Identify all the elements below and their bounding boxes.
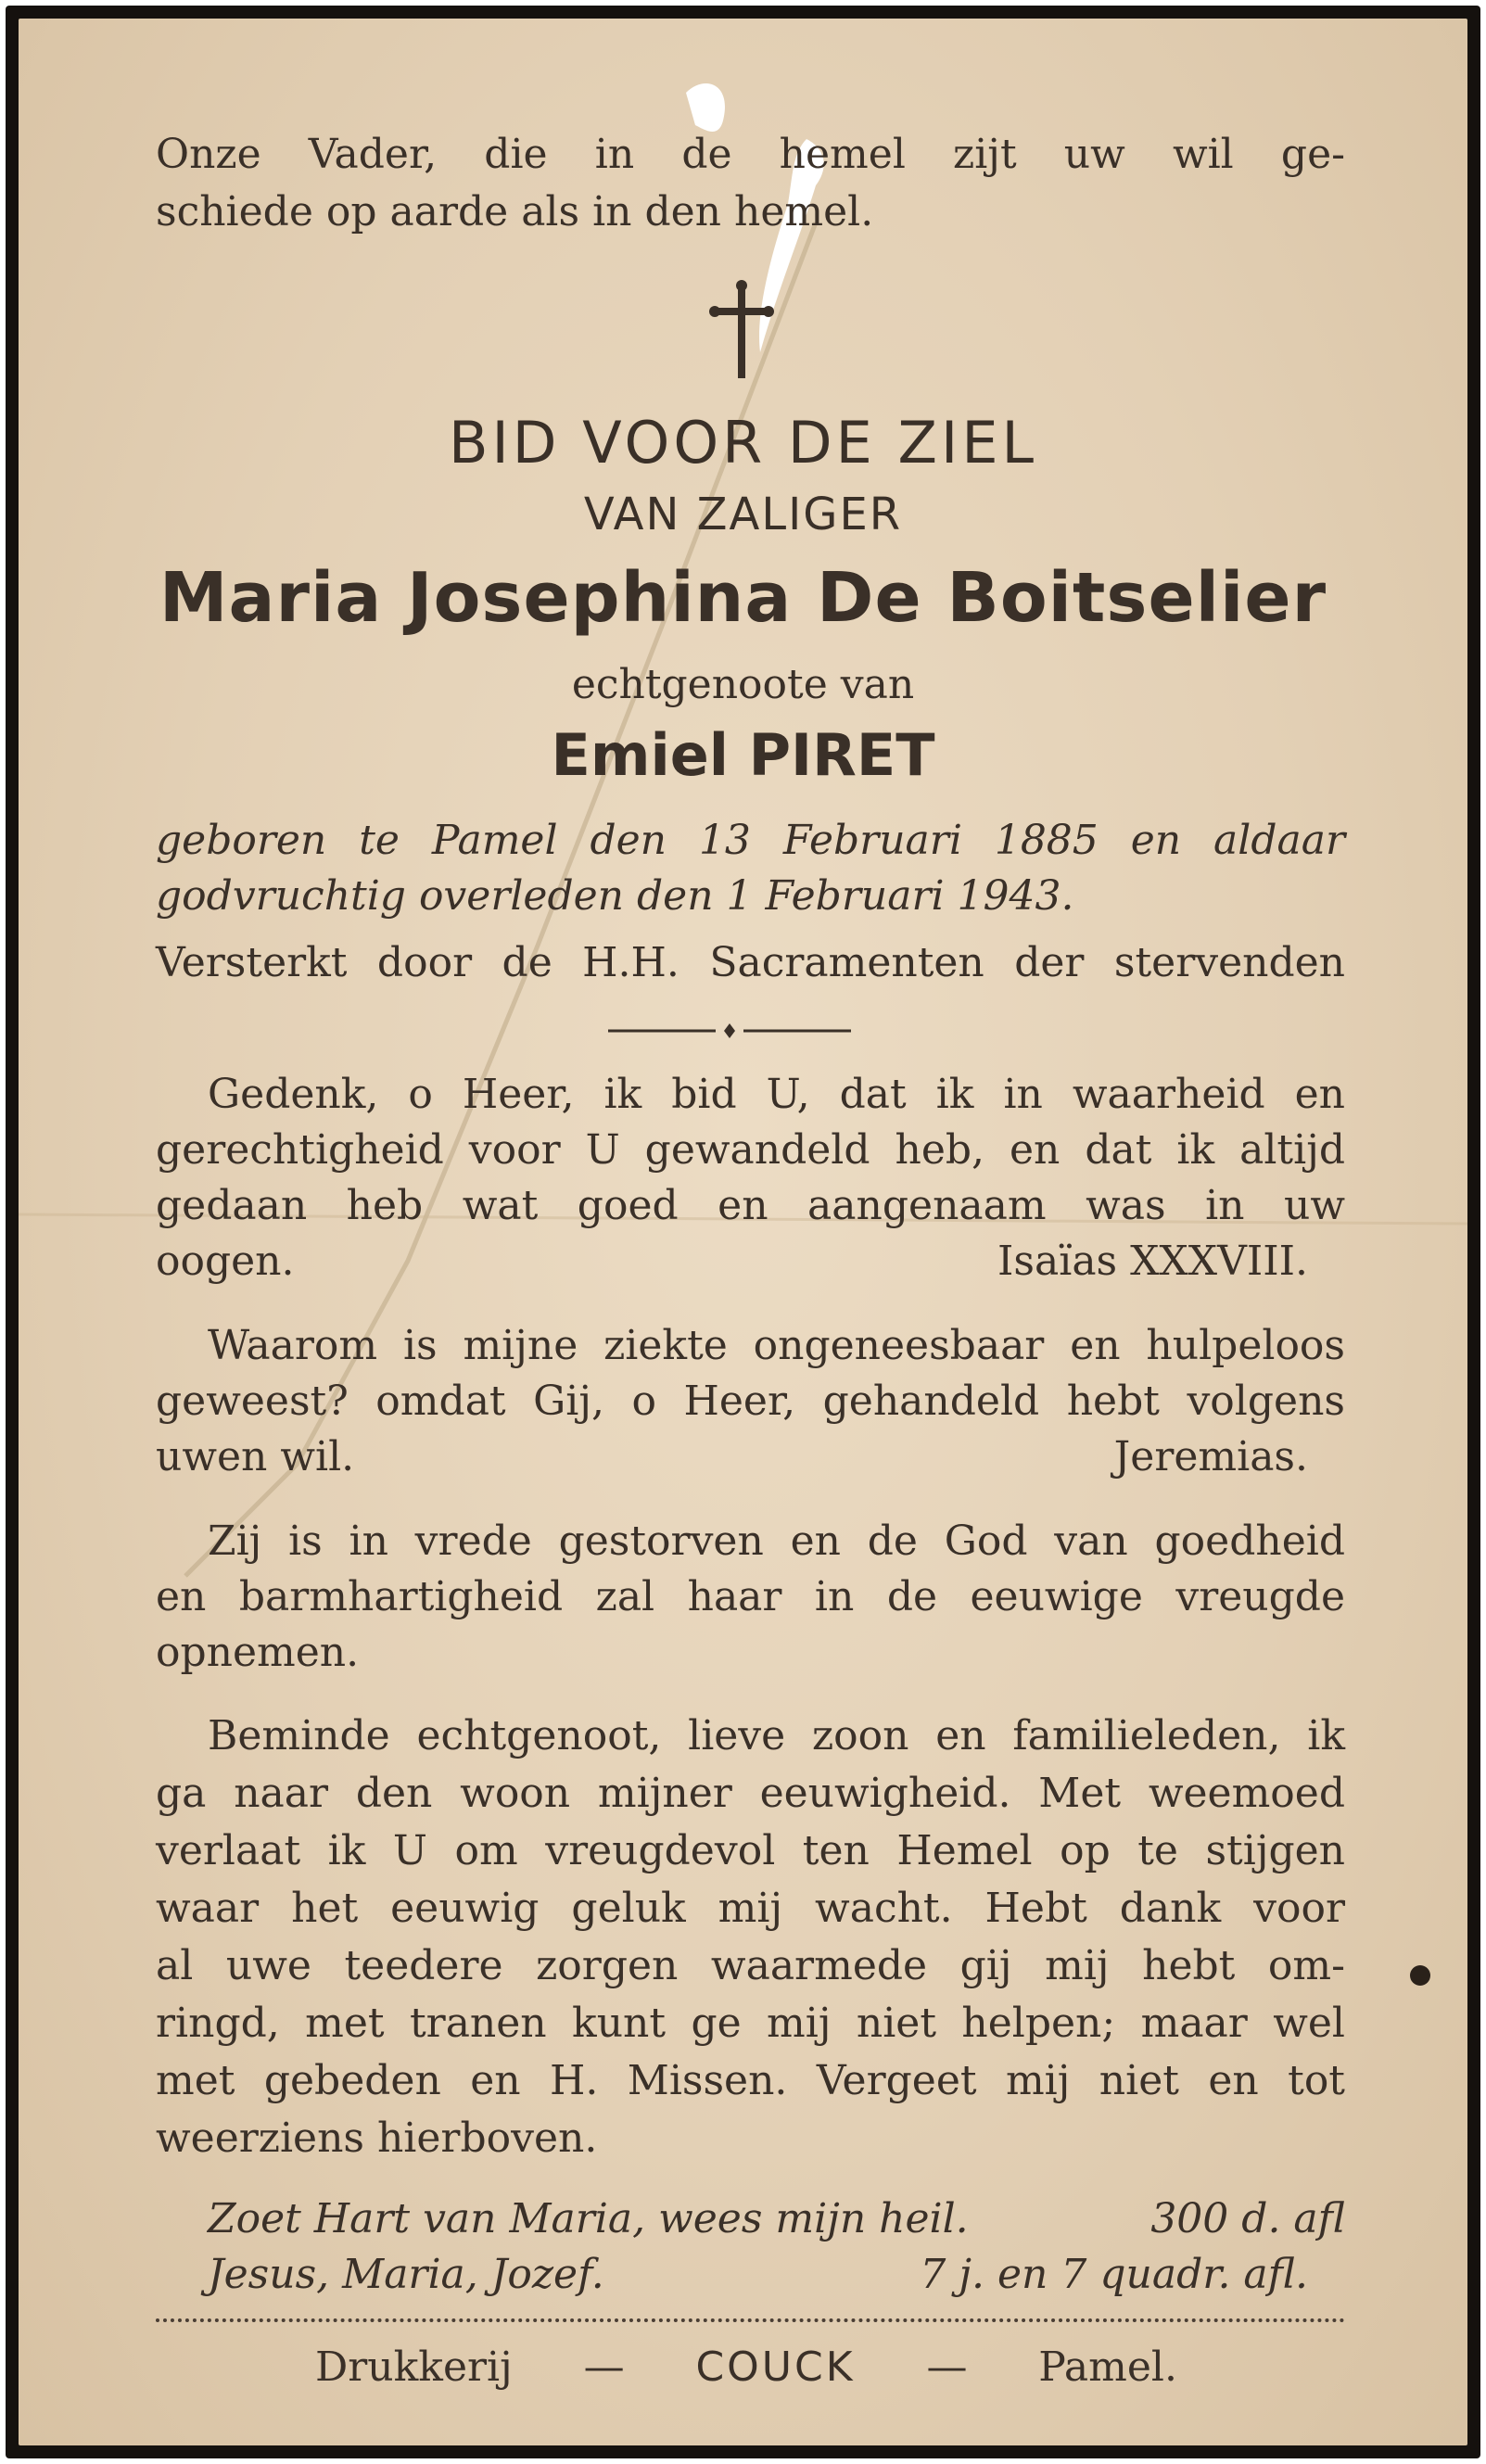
prayer-line-1: Onze Vader, die in de hemel zijt uw wil ge- [156, 131, 1345, 178]
para4-line-8: weerziens hierboven. [156, 2115, 598, 2162]
printer-place: Pamel. [1038, 2343, 1177, 2391]
death-line: godvruchtig overleden den 1 Februari 1943. [156, 872, 1074, 920]
printer-dash-1: — [583, 2343, 625, 2391]
para1-line-4-left: oogen. [156, 1238, 295, 1285]
para1-line-1: Gedenk, o Heer, ik bid U, dat ik in waarheid en [208, 1071, 1345, 1118]
indulgence-1-value: 300 d. afl [1150, 2195, 1345, 2242]
indulgence-2-value: 7 j. en 7 quadr. afl. [920, 2251, 1308, 2298]
scripture-reference-jeremias: Jeremias. [1113, 1433, 1308, 1480]
para2-line-3-left: uwen wil. [156, 1433, 355, 1480]
title-bid-voor-de-ziel: BID VOOR DE ZIEL [448, 409, 1038, 476]
prayer-line-2: schiede op aarde als in den hemel. [156, 188, 874, 235]
para4-line-4: waar het eeuwig geluk mij wacht. Hebt dank voor [156, 1885, 1345, 1932]
indulgence-line-1 [156, 2192, 1345, 2246]
printer-line [315, 2341, 1177, 2394]
para3-line-2: en barmhartigheid zal haar in de eeuwige vreugde [156, 1573, 1345, 1620]
scripture-reference-isaias: Isaïas XXXVIII. [997, 1238, 1308, 1285]
indulgence-1-prayer: Zoet Hart van Maria, wees mijn heil. [208, 2195, 969, 2242]
pin-hole [1410, 1965, 1430, 1986]
para4-line-7: met gebeden en H. Missen. Vergeet mij niet en tot [156, 2057, 1345, 2104]
indulgence-line-2 [156, 2248, 1345, 2302]
para3-line-1: Zij is in vrede gestorven en de God van goedheid [208, 1518, 1345, 1565]
para4-line-2: ga naar den woon mijner eeuwigheid. Met weemoed [156, 1770, 1345, 1817]
para1-line-3: gedaan heb wat goed en aangenaam was in uw [156, 1182, 1345, 1229]
echtgenoote-label: echtgenoote van [571, 661, 915, 708]
deceased-name: Maria Josephina De Boitselier [159, 558, 1327, 638]
para4-line-3: verlaat ik U om vreugdevol ten Hemel op te stijgen [156, 1827, 1345, 1874]
cross-icon [709, 280, 774, 382]
printer-label: Drukkerij [315, 2343, 513, 2391]
para4-line-1: Beminde echtgenoot, lieve zoon en familieleden, ik [208, 1712, 1345, 1759]
para4-line-6: ringd, met tranen kunt ge mij niet helpen; maar wel [156, 2000, 1345, 2047]
printer-name: COUCK [695, 2343, 856, 2391]
printer-dash-2: — [926, 2343, 968, 2391]
memorial-card-border [6, 6, 1480, 2458]
title-van-zaliger: VAN ZALIGER [583, 489, 903, 540]
para1-line-2: gerechtigheid voor U gewandeld heb, en dat ik altijd [156, 1126, 1345, 1174]
para2-line-3 [156, 1430, 1345, 1484]
sacraments-line: Versterkt door de H.H. Sacramenten der stervenden [156, 939, 1345, 986]
para2-line-2: geweest? omdat Gij, o Heer, gehandeld hebt volgens [156, 1378, 1345, 1425]
para1-line-4 [156, 1235, 1345, 1289]
para4-line-5: al uwe teedere zorgen waarmede gij mij hebt om- [156, 1942, 1345, 1989]
para2-line-1: Waarom is mijne ziekte ongeneesbaar en hulpeloos [208, 1322, 1345, 1369]
indulgence-2-prayer: Jesus, Maria, Jozef. [208, 2251, 604, 2298]
dotted-separator [156, 2318, 1345, 2322]
para3-line-3: opnemen. [156, 1629, 360, 1676]
birth-line: geboren te Pamel den 13 Februari 1885 en aldaar [156, 817, 1345, 864]
ornamental-divider [608, 1022, 851, 1039]
spouse-name: Emiel PIRET [551, 721, 935, 789]
memorial-card-paper [19, 19, 1467, 2445]
